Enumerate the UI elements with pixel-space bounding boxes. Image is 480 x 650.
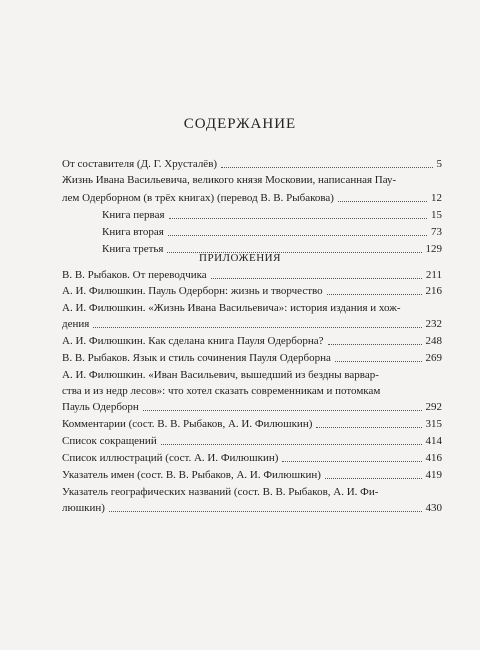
- dot-leader: [335, 361, 422, 362]
- toc-entry-text: люшкин): [62, 502, 105, 514]
- toc-entry-text: лем Одерборном (в трёх книгах) (перевод В. В. Рыбакова): [62, 192, 334, 204]
- dot-leader: [316, 427, 421, 428]
- toc-entry-text: Список сокращений: [62, 435, 157, 447]
- toc-entry-text: А. И. Филюшкин. Пауль Одерборн: жизнь и творчество: [62, 285, 323, 297]
- toc-entry-text: дения: [62, 318, 90, 330]
- dot-leader: [93, 327, 421, 328]
- toc-entry: [62, 301, 442, 331]
- toc-entry-text: Книга первая: [102, 209, 165, 221]
- toc-entry-text: В. В. Рыбаков. Язык и стиль сочинения Пауля Одерборна: [62, 352, 331, 364]
- toc-page-number: 292: [425, 401, 442, 413]
- toc-entry: [62, 434, 442, 448]
- dot-leader: [327, 294, 422, 295]
- toc-entry-text: В. В. Рыбаков. От переводчика: [62, 269, 207, 281]
- toc-page-number: 414: [425, 435, 442, 447]
- toc-page-number: 5: [436, 158, 442, 170]
- dot-leader: [211, 278, 422, 279]
- toc-page-number: 211: [425, 269, 442, 281]
- toc-page-number: 232: [425, 318, 442, 330]
- dot-leader: [143, 410, 422, 411]
- toc-page-number: 269: [425, 352, 442, 364]
- toc-entry-text: ства и из недр лесов»: что хотел сказать современникам и потомкам: [62, 385, 381, 397]
- toc-entry: [62, 173, 442, 205]
- contents-heading: СОДЕРЖАНИЕ: [183, 116, 297, 132]
- toc-page-number: 15: [431, 209, 442, 221]
- toc-entry: [62, 225, 442, 239]
- toc-entry: [62, 284, 442, 298]
- toc-entry: [62, 485, 442, 515]
- contents-list: [62, 157, 442, 256]
- toc-entry: [62, 208, 442, 222]
- toc-entry-text: Указатель географических названий (сост. В. В. Рыбаков, А. И. Фи-: [62, 486, 379, 498]
- toc-page-number: 248: [425, 335, 442, 347]
- toc-entry: [62, 368, 442, 414]
- toc-entry-text: Пауль Одерборн: [62, 401, 139, 413]
- toc-page-number: 430: [425, 502, 442, 514]
- appendix-list: [62, 268, 442, 515]
- dot-leader: [169, 218, 427, 219]
- toc-entry-text: А. И. Филюшкин. «Жизнь Ивана Васильевича»: история издания и хож-: [62, 302, 401, 314]
- toc-page-number: 419: [425, 469, 442, 481]
- appendix-heading: ПРИЛОЖЕНИЯ: [199, 252, 281, 264]
- toc-entry: [62, 351, 442, 365]
- toc-entry-text: Комментарии (сост. В. В. Рыбаков, А. И. Филюшкин): [62, 418, 313, 430]
- dot-leader: [221, 167, 432, 168]
- dot-leader: [328, 344, 422, 345]
- toc-entry: [62, 334, 442, 348]
- dot-leader: [325, 478, 422, 479]
- toc-entry: [62, 468, 442, 482]
- toc-page-number: 315: [425, 418, 442, 430]
- toc-page-number: 12: [431, 192, 442, 204]
- dot-leader: [161, 444, 422, 445]
- dot-leader: [109, 511, 422, 512]
- dot-leader: [168, 235, 427, 236]
- toc-page-number: 73: [431, 226, 442, 238]
- toc-entry-text: А. И. Филюшкин. «Иван Васильевич, вышедший из бездны варвар-: [62, 369, 379, 381]
- toc-entry-text: Жизнь Ивана Васильевича, великого князя Московии, написанная Пау-: [62, 174, 397, 186]
- toc-entry: [62, 268, 442, 282]
- toc-entry: [62, 157, 442, 171]
- toc-entry: [62, 451, 442, 465]
- toc-entry-text: Книга вторая: [102, 226, 164, 238]
- toc-page-number: 416: [425, 452, 442, 464]
- dot-leader: [282, 461, 421, 462]
- toc-entry: [62, 417, 442, 431]
- toc-entry-text: Книга третья: [102, 243, 164, 255]
- toc-entry-text: Список иллюстраций (сост. А. И. Филюшкин): [62, 452, 279, 464]
- toc-page-number: 129: [425, 243, 442, 255]
- toc-entry-text: А. И. Филюшкин. Как сделана книга Пауля Одерборна?: [62, 335, 324, 347]
- toc-entry-text: Указатель имен (сост. В. В. Рыбаков, А. И. Филюшкин): [62, 469, 321, 481]
- dot-leader: [338, 201, 427, 202]
- toc-page-number: 216: [425, 285, 442, 297]
- toc-entry-text: От составителя (Д. Г. Хрусталёв): [62, 158, 218, 170]
